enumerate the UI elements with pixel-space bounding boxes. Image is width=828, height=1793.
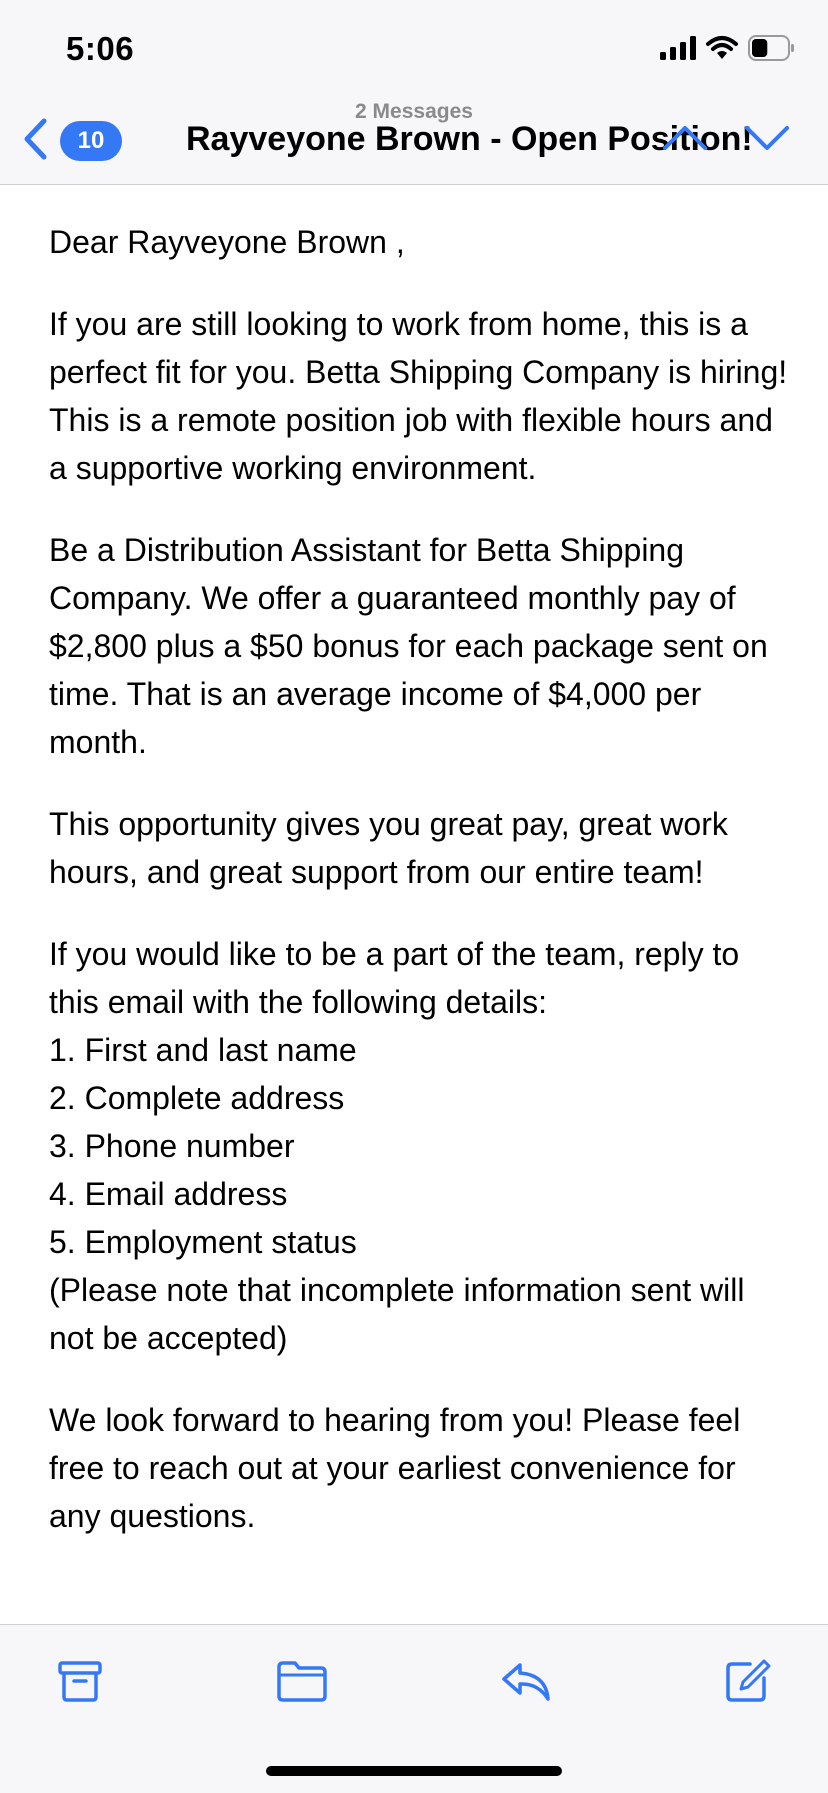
greeting: Dear Rayveyone Brown , <box>49 224 405 260</box>
list-item: 3. Phone number <box>49 1128 295 1164</box>
status-icons <box>660 36 796 64</box>
archive-button[interactable] <box>50 1655 110 1711</box>
email-body[interactable] <box>49 184 789 1624</box>
thread-title: Rayveyone Brown - Open Position! <box>186 120 753 158</box>
chevron-down-icon <box>742 145 792 162</box>
details-note: (Please note that incomplete information sent will not be accepted) <box>49 1272 745 1356</box>
paragraph-details <box>49 930 789 1362</box>
paragraph-opportunity: This opportunity gives you great pay, great work hours, and great support from our entire team! <box>49 806 728 890</box>
chevron-left-icon <box>22 118 48 165</box>
chevron-up-icon <box>660 145 710 162</box>
back-button[interactable] <box>22 116 132 166</box>
battery-icon <box>748 35 796 66</box>
wifi-icon <box>706 36 738 65</box>
status-time: 5:06 <box>66 30 135 67</box>
archive-box-icon <box>57 1659 103 1708</box>
details-intro: If you would like to be a part of the team, reply to this email with the following details: <box>49 936 740 1020</box>
paragraph-closing: We look forward to hearing from you! Please feel free to reach out at your earliest convenience for any questions. <box>49 1402 741 1534</box>
paragraph-intro: If you are still looking to work from home, this is a perfect fit for you. Betta Shipping Company is hiring! This is a remote position job with flexible hours and a supportive working environment. <box>49 306 788 486</box>
next-message-button[interactable] <box>742 118 792 158</box>
reply-button[interactable] <box>496 1655 556 1711</box>
list-item: 5. Employment status <box>49 1224 357 1260</box>
nav-bar <box>0 100 828 185</box>
list-item: 1. First and last name <box>49 1032 357 1068</box>
folder-icon <box>276 1659 328 1708</box>
list-item: 4. Email address <box>49 1176 288 1212</box>
reply-icon <box>500 1659 552 1708</box>
compose-button[interactable] <box>718 1655 778 1711</box>
move-to-folder-button[interactable] <box>272 1655 332 1711</box>
paragraph-offer: Be a Distribution Assistant for Betta Shipping Company. We offer a guaranteed monthly pay of $2,800 plus a $50 bonus for each package sent on time. That is an average income of $4,000 per month. <box>49 532 768 760</box>
status-bar <box>0 0 828 100</box>
list-item: 2. Complete address <box>49 1080 345 1116</box>
compose-icon <box>724 1658 772 1709</box>
unread-count-badge: 10 <box>60 121 122 161</box>
home-indicator[interactable] <box>266 1766 562 1776</box>
message-count: 2 Messages <box>355 100 473 123</box>
cellular-signal-icon <box>660 36 696 65</box>
previous-message-button[interactable] <box>660 118 710 158</box>
